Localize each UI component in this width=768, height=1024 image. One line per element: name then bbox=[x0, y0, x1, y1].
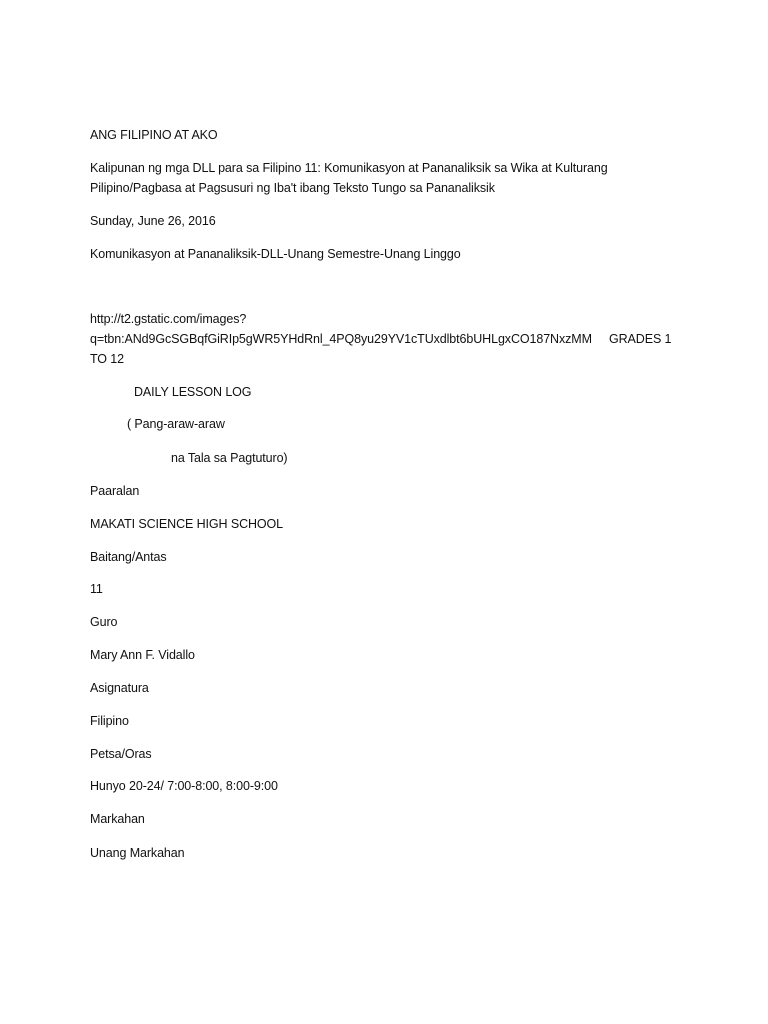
log-subtitle-2: na Tala sa Pagtuturo) bbox=[171, 451, 288, 465]
field-value-paaralan: MAKATI SCIENCE HIGH SCHOOL bbox=[90, 517, 284, 531]
field-label-guro: Guro bbox=[90, 615, 118, 629]
grades-label-continued: TO 12 bbox=[90, 352, 125, 366]
intro-line-2: Pilipino/Pagbasa at Pagsusuri ng Iba't ibang Teksto Tungo sa Pananaliksik bbox=[90, 181, 495, 195]
image-url-line-1: http://t2.gstatic.com/images? bbox=[90, 312, 247, 326]
field-value-baitang: 11 bbox=[90, 582, 103, 596]
field-label-markahan: Markahan bbox=[90, 812, 145, 826]
post-date: Sunday, June 26, 2016 bbox=[90, 214, 216, 228]
grades-label: GRADES 1 bbox=[609, 332, 672, 346]
field-label-paaralan: Paaralan bbox=[90, 484, 140, 498]
field-label-petsa: Petsa/Oras bbox=[90, 747, 152, 761]
field-value-asignatura: Filipino bbox=[90, 714, 129, 728]
field-value-guro: Mary Ann F. Vidallo bbox=[90, 648, 195, 662]
log-subtitle-1: ( Pang-araw-araw bbox=[127, 417, 225, 431]
image-url-line-2: q=tbn:ANd9GcSGBqfGiRIp5gWR5YHdRnl_4PQ8yu29YV1cTUxdlbt6bUHLgxCO187NxzMM bbox=[90, 332, 592, 346]
post-title: Komunikasyon at Pananaliksik-DLL-Unang Semestre-Unang Linggo bbox=[90, 247, 461, 261]
field-value-markahan: Unang Markahan bbox=[90, 846, 185, 860]
field-label-baitang: Baitang/Antas bbox=[90, 550, 167, 564]
field-label-asignatura: Asignatura bbox=[90, 681, 149, 695]
field-value-petsa: Hunyo 20-24/ 7:00-8:00, 8:00-9:00 bbox=[90, 779, 278, 793]
log-title: DAILY LESSON LOG bbox=[134, 385, 252, 399]
intro-line-1: Kalipunan ng mga DLL para sa Filipino 11: Komunikasyon at Pananaliksik sa Wika at Kulturang bbox=[90, 161, 608, 175]
document-heading: ANG FILIPINO AT AKO bbox=[90, 128, 218, 142]
